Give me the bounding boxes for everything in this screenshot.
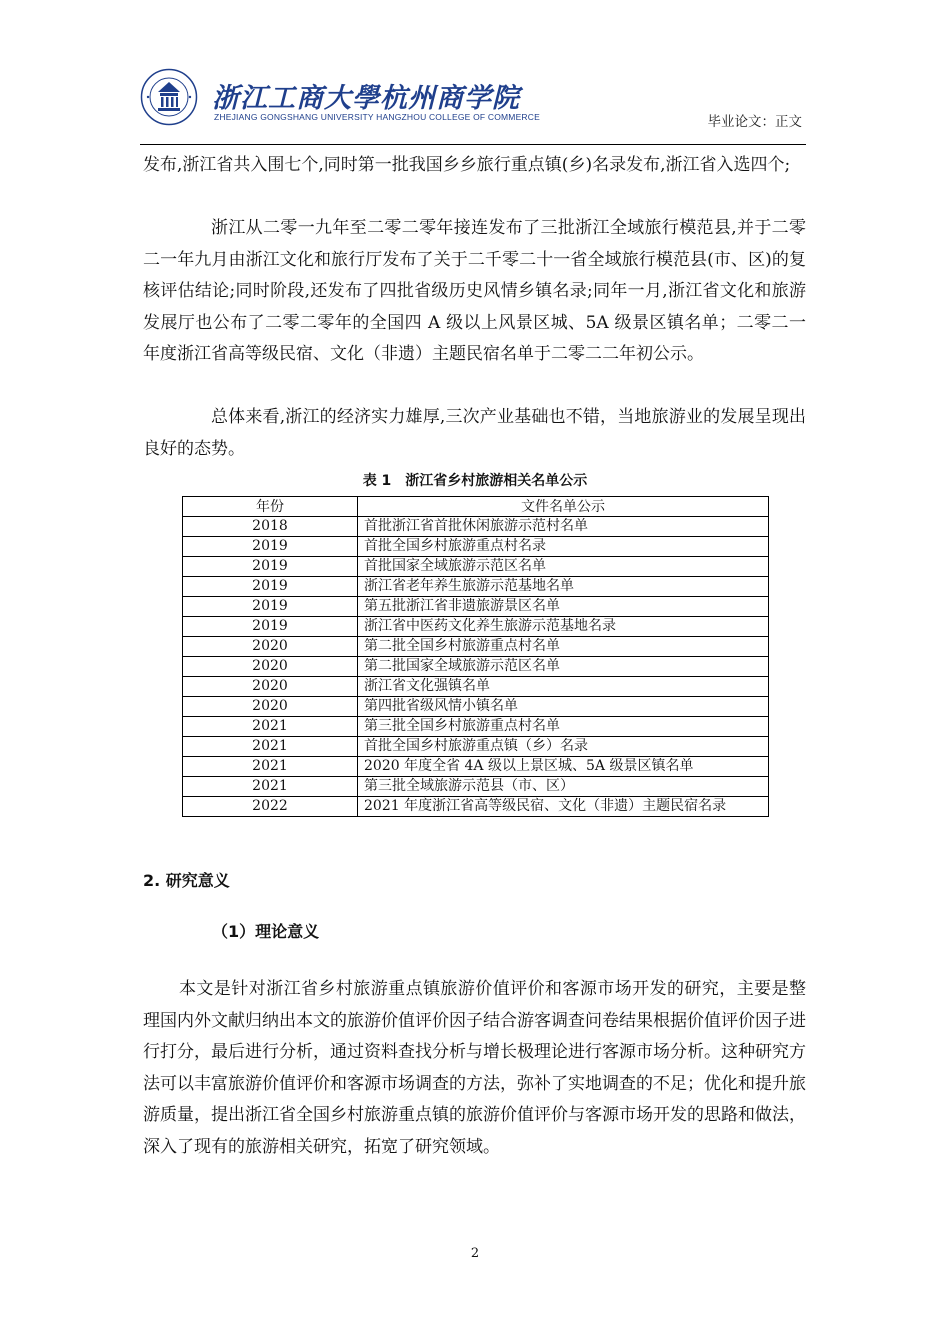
table-cell-list-name: 浙江省文化强镇名单 — [358, 677, 769, 697]
paragraph-model-counties: 浙江从二零一九年至二零二零年接连发布了三批浙江全域旅行模范县,并于二零二一年九月由浙江文化和旅行厅发布了关于二千零二十一省全域旅行模范县(市、区)的复核评估结论;同时阶段,还发布了四批省级历史风情乡镇名录;同年一月,浙江省文化和旅游发展厅也公布了二零二零年的全国四 A 级以上风景区城、5A 级景区镇名单；二零二一年度浙江省高等级民宿、文化（非遗）主题民宿名单于二零二二年初公示。 — [143, 218, 806, 364]
table-row — [183, 737, 769, 757]
table-cell-list-name: 第五批浙江省非遗旅游景区名单 — [358, 597, 769, 617]
table-cell-list-name: 第二批国家全域旅游示范区名单 — [358, 657, 769, 677]
table-cell-list-name: 2021 年度浙江省高等级民宿、文化（非遗）主题民宿名录 — [358, 797, 769, 817]
table-cell-year: 2019 — [183, 537, 358, 557]
subsection-heading-theoretical: （1）理论意义 — [212, 922, 320, 941]
table-cell-list-name: 首批全国乡村旅游重点村名录 — [358, 537, 769, 557]
table-cell-year: 2019 — [183, 557, 358, 577]
paragraph-summary: 总体来看,浙江的经济实力雄厚,三次产业基础也不错，当地旅游业的发展呈现出良好的态势。 — [143, 407, 806, 459]
table-header-row — [183, 497, 769, 517]
header-divider — [140, 144, 806, 145]
table-row — [183, 617, 769, 637]
table-cell-list-name: 首批浙江省首批休闲旅游示范村名单 — [358, 517, 769, 537]
table-cell-list-name: 第三批全域旅游示范县（市、区） — [358, 777, 769, 797]
table-row — [183, 697, 769, 717]
table-row — [183, 577, 769, 597]
table-row — [183, 597, 769, 617]
table-cell-year: 2018 — [183, 517, 358, 537]
table-cell-list-name: 第二批全国乡村旅游重点村名单 — [358, 637, 769, 657]
table-row — [183, 557, 769, 577]
table-cell-year: 2020 — [183, 697, 358, 717]
table-cell-list-name: 第三批全国乡村旅游重点村名单 — [358, 717, 769, 737]
table-cell-year: 2021 — [183, 737, 358, 757]
table-cell-year: 2021 — [183, 717, 358, 737]
paragraph-continuation: 发布,浙江省共入围七个,同时第一批我国乡乡旅行重点镇(乡)名录发布,浙江省入选四个; — [143, 155, 791, 175]
table-row — [183, 677, 769, 697]
table-row — [183, 657, 769, 677]
table-row — [183, 757, 769, 777]
header-section-label: 毕业论文：正文 — [707, 114, 802, 130]
table-caption: 表 1 浙江省乡村旅游相关名单公示 — [362, 473, 588, 489]
table-row — [183, 517, 769, 537]
table-cell-list-name: 首批国家全域旅游示范区名单 — [358, 557, 769, 577]
table-cell-year: 2022 — [183, 797, 358, 817]
table-cell-year: 2020 — [183, 677, 358, 697]
table-cell-list-name: 2020 年度全省 4A 级以上景区城、5A 级景区镇名单 — [358, 757, 769, 777]
table-cell-year: 2020 — [183, 637, 358, 657]
section-heading-research-significance: 2. 研究意义 — [143, 871, 230, 890]
university-logo-text: 浙江工商大學杭州商学院 — [212, 83, 520, 114]
table-cell-year: 2019 — [183, 597, 358, 617]
page-number: 2 — [470, 1246, 480, 1261]
column-header-list: 文件名单公示 — [358, 497, 769, 517]
table-cell-year: 2019 — [183, 577, 358, 597]
table-cell-list-name: 浙江省中医药文化养生旅游示范基地名录 — [358, 617, 769, 637]
rural-tourism-lists-table — [182, 496, 769, 817]
table-row — [183, 777, 769, 797]
table-cell-list-name: 首批全国乡村旅游重点镇（乡）名录 — [358, 737, 769, 757]
table-row — [183, 717, 769, 737]
table-cell-list-name: 第四批省级风情小镇名单 — [358, 697, 769, 717]
paragraph-theoretical-significance: 本文是针对浙江省乡村旅游重点镇旅游价值评价和客源市场开发的研究，主要是整理国内外文献归纳出本文的旅游价值评价因子结合游客调查问卷结果根据价值评价因子进行打分，最后进行分析，通过资料查找分析与增长极理论进行客源市场分析。这种研究方法可以丰富旅游价值评价和客源市场调查的方法，弥补了实地调查的不足；优化和提升旅游质量，提出浙江省全国乡村旅游重点镇的旅游价值评价与客源市场开发的思路和做法，深入了现有的旅游相关研究，拓宽了研究领域。 — [143, 979, 806, 1157]
column-header-year: 年份 — [183, 497, 358, 517]
table-row — [183, 637, 769, 657]
university-logo-english: ZHEJIANG GONGSHANG UNIVERSITY HANGZHOU COLLEGE OF COMMERCE — [214, 112, 540, 122]
table-cell-year: 2019 — [183, 617, 358, 637]
table-cell-year: 2020 — [183, 657, 358, 677]
table-cell-year: 2021 — [183, 777, 358, 797]
table-row — [183, 537, 769, 557]
university-seal-icon — [140, 68, 198, 126]
table-row — [183, 797, 769, 817]
page-header — [140, 62, 806, 142]
table-cell-year: 2021 — [183, 757, 358, 777]
table-cell-list-name: 浙江省老年养生旅游示范基地名单 — [358, 577, 769, 597]
